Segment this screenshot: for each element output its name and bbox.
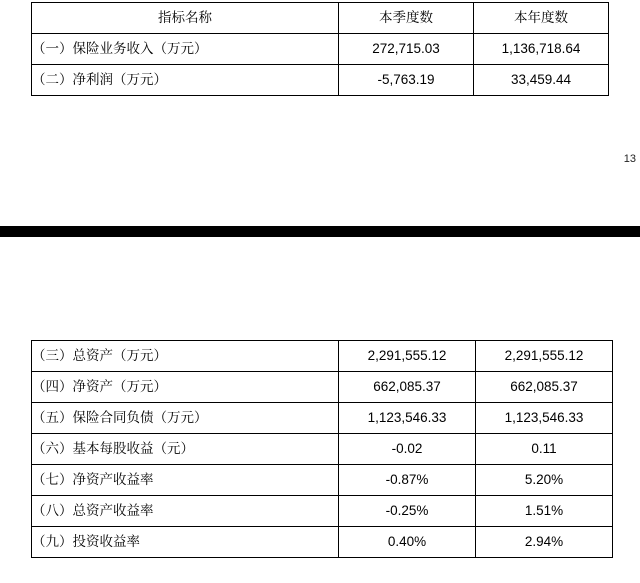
column-header-indicator-name: 指标名称: [32, 3, 339, 34]
cell-year-value: 1,136,718.64: [474, 34, 609, 65]
cell-indicator-name: （九）投资收益率: [32, 527, 339, 558]
cell-year-value: 1.51%: [476, 496, 613, 527]
cell-year-value: 33,459.44: [474, 65, 609, 96]
cell-indicator-name: （八）总资产收益率: [32, 496, 339, 527]
cell-year-value: 2.94%: [476, 527, 613, 558]
cell-quarter-value: 2,291,555.12: [339, 341, 476, 372]
cell-indicator-name: （五）保险合同负债（万元）: [32, 403, 339, 434]
table-header-row: [32, 3, 609, 34]
table-row: [32, 434, 613, 465]
cell-year-value: 662,085.37: [476, 372, 613, 403]
cell-year-value: 2,291,555.12: [476, 341, 613, 372]
cell-indicator-name: （六）基本每股收益（元）: [32, 434, 339, 465]
financial-indicators-table-bottom: [31, 340, 613, 558]
page-separator-band: [0, 226, 640, 237]
cell-quarter-value: -0.02: [339, 434, 476, 465]
cell-indicator-name: （二）净利润（万元）: [32, 65, 339, 96]
table-row: [32, 465, 613, 496]
cell-quarter-value: 1,123,546.33: [339, 403, 476, 434]
cell-indicator-name: （三）总资产（万元）: [32, 341, 339, 372]
table-row: [32, 372, 613, 403]
table-header-group: [32, 3, 609, 34]
table-row: [32, 34, 609, 65]
column-header-year: 本年度数: [474, 3, 609, 34]
cell-year-value: 0.11: [476, 434, 613, 465]
table-row: [32, 341, 613, 372]
cell-quarter-value: -0.25%: [339, 496, 476, 527]
page-number: 13: [623, 153, 636, 165]
cell-year-value: 1,123,546.33: [476, 403, 613, 434]
cell-quarter-value: -0.87%: [339, 465, 476, 496]
column-header-quarter: 本季度数: [339, 3, 474, 34]
table-row: [32, 403, 613, 434]
table-body: [32, 341, 613, 558]
financial-indicators-table-top: [31, 2, 609, 96]
table-row: [32, 496, 613, 527]
table-row: [32, 527, 613, 558]
table-body: [32, 34, 609, 96]
cell-indicator-name: （一）保险业务收入（万元）: [32, 34, 339, 65]
cell-indicator-name: （四）净资产（万元）: [32, 372, 339, 403]
cell-indicator-name: （七）净资产收益率: [32, 465, 339, 496]
cell-quarter-value: 0.40%: [339, 527, 476, 558]
cell-quarter-value: 662,085.37: [339, 372, 476, 403]
table-row: [32, 65, 609, 96]
cell-quarter-value: 272,715.03: [339, 34, 474, 65]
cell-year-value: 5.20%: [476, 465, 613, 496]
cell-quarter-value: -5,763.19: [339, 65, 474, 96]
